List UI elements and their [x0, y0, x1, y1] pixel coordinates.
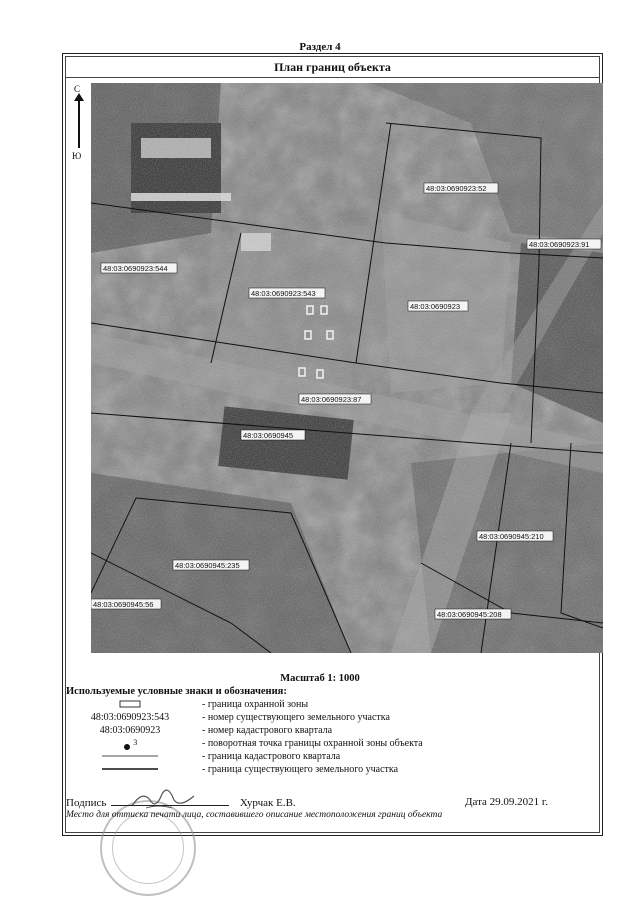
zone-boundary-symbol-icon: [66, 699, 194, 712]
signature-date: Дата 29.09.2021 г.: [465, 796, 548, 808]
arrow-shaft: [78, 96, 80, 148]
map-label: [173, 560, 249, 570]
legend-row: - граница существующего земельного участка: [66, 764, 596, 777]
signer-name: Хурчак Е.В.: [239, 797, 296, 809]
north-arrow-icon: [70, 82, 86, 164]
svg-text:48:03:0690945:56: 48:03:0690945:56: [93, 600, 154, 609]
map-label: [477, 531, 553, 541]
signature-line: [111, 796, 229, 806]
map-label: [408, 301, 468, 311]
signature-label: Подпись: [66, 797, 107, 809]
compass-south-label: Ю: [72, 151, 82, 161]
svg-text:48:03:0690945:208: 48:03:0690945:208: [437, 610, 502, 619]
map-label: [527, 239, 601, 249]
quarter-boundary-line-icon: [66, 751, 194, 764]
map-label: [424, 183, 498, 193]
svg-text:48:03:0690923: 48:03:0690923: [410, 302, 461, 311]
svg-text:48:03:0690923:543: 48:03:0690923:543: [251, 289, 316, 298]
legend-title: Используемые условные знаки и обозначения:: [66, 686, 287, 697]
signature-row: [66, 796, 566, 809]
legend-row: - граница охранной зоны: [66, 699, 596, 712]
scale-text: Масштаб 1: 1000: [280, 673, 360, 684]
svg-text:48:03:0690945:235: 48:03:0690945:235: [175, 561, 240, 570]
map-label: [435, 609, 511, 619]
turning-point-icon: 3: [66, 738, 194, 752]
compass-north-label: С: [74, 84, 81, 94]
svg-text:48:03:0690945: 48:03:0690945: [243, 431, 294, 440]
svg-text:48:03:0690923:52: 48:03:0690923:52: [426, 184, 487, 193]
svg-text:48:03:0690923:87: 48:03:0690923:87: [301, 395, 362, 404]
aerial-map: [91, 83, 603, 653]
plan-title: План границ объекта: [65, 57, 600, 78]
stamp-note: Место для оттиска печати лица, составившего описание местоположения границ объекта: [66, 810, 443, 820]
legend-row: $^3$ - поворотная точка границы охранной зоны объекта: [66, 738, 596, 751]
map-label: [101, 263, 177, 273]
map-label: [299, 394, 371, 404]
svg-text:48:03:0690945:210: 48:03:0690945:210: [479, 532, 544, 541]
map-label: [241, 430, 305, 440]
legend-row: - граница кадастрового квартала: [66, 751, 596, 764]
map-label: [91, 599, 161, 609]
parcel-boundary-line-icon: [66, 764, 194, 777]
legend-row: 48:03:0690923:543 - номер существующего земельного участка: [90, 712, 390, 723]
map-label: [249, 288, 325, 298]
svg-text:48:03:0690923:91: 48:03:0690923:91: [529, 240, 590, 249]
section-label: Раздел 4: [299, 41, 341, 53]
legend-row: 48:03:0690923 - номер кадастрового квартала: [99, 725, 333, 736]
svg-text:48:03:0690923:544: 48:03:0690923:544: [103, 264, 168, 273]
